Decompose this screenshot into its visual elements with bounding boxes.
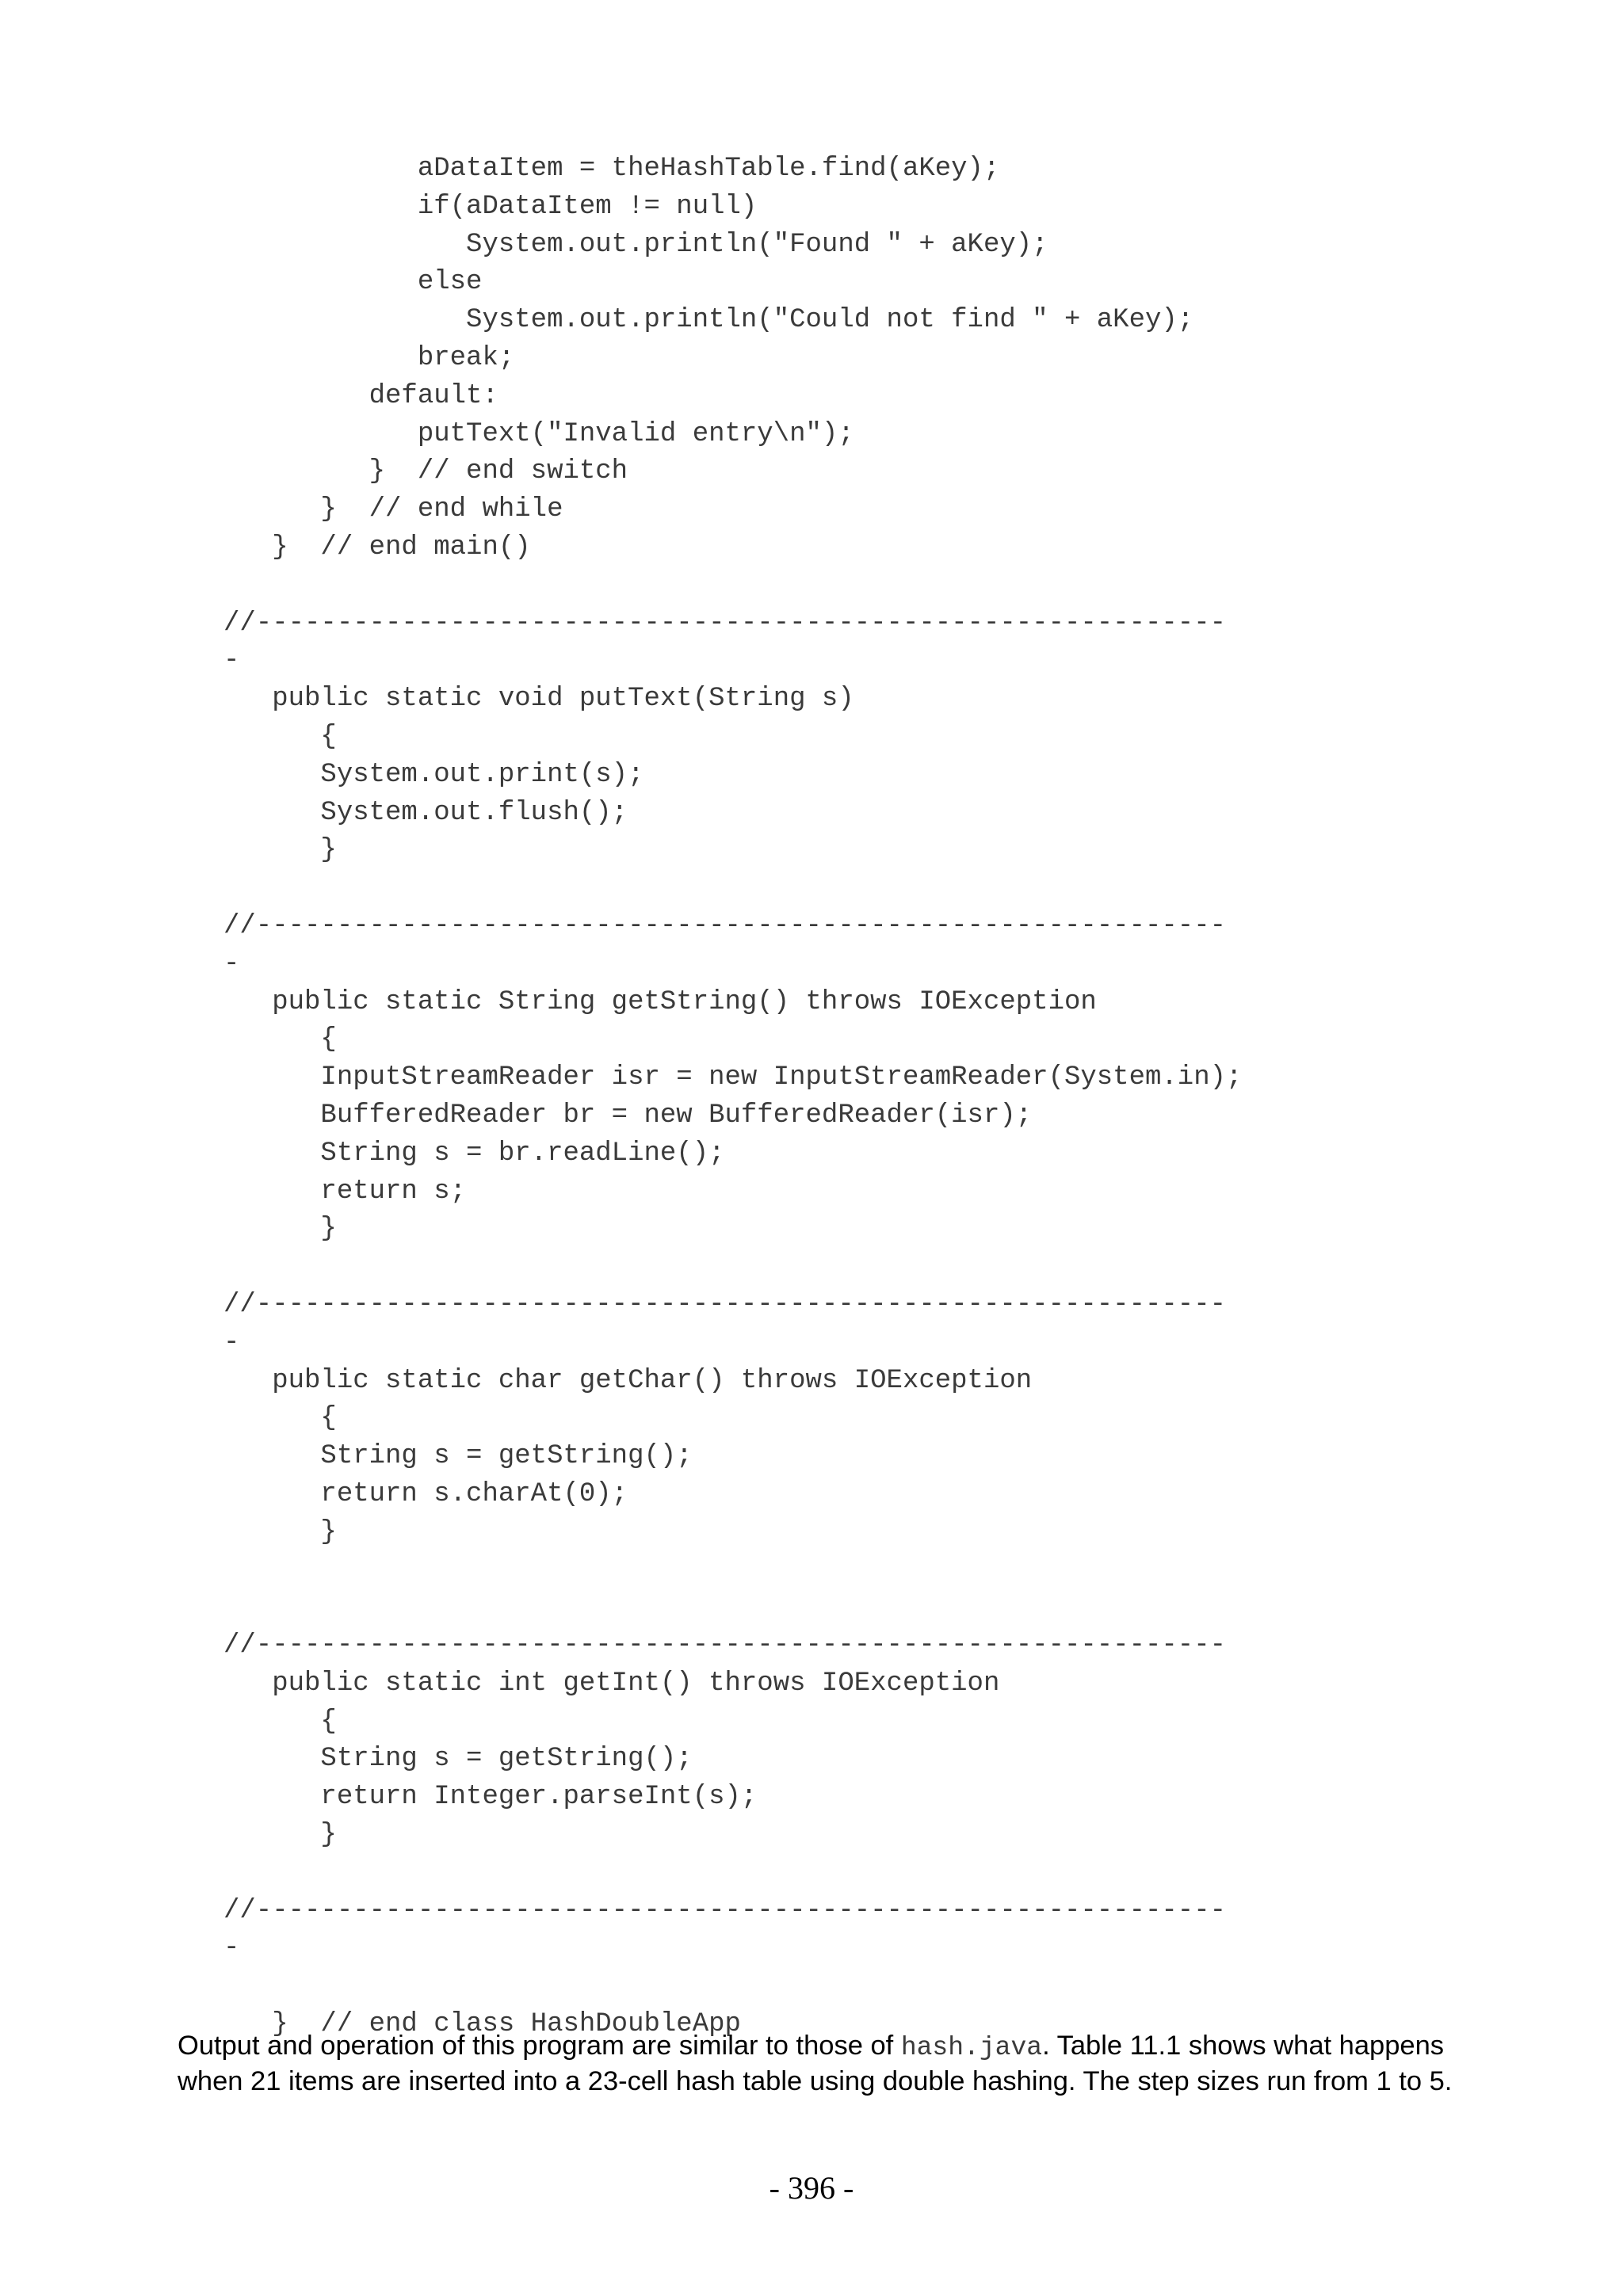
code-line: } // end main() [223,532,531,563]
code-line: aDataItem = theHashTable.find(aKey); [223,154,1000,184]
code-line: } [223,1516,337,1547]
code-line: public static void putText(String s) [223,684,854,715]
code-line: if(aDataItem != null) [223,191,758,222]
code-line: String s = getString(); [223,1744,693,1775]
code-line: return s.charAt(0); [223,1478,628,1509]
code-line: else [223,267,483,298]
code-line: } // end while [223,494,563,525]
code-line: - [223,646,240,677]
code-line: return Integer.parseInt(s); [223,1782,758,1813]
code-line [223,567,1602,605]
code-line: public static char getChar() throws IOException [223,1365,1033,1396]
code-line: InputStreamReader isr = new InputStreamReader(System.in); [223,1062,1243,1093]
code-line: //------------------------------------------------------------ [223,608,1227,639]
body-paragraph [178,2029,1485,2098]
code-line: { [223,1706,337,1737]
code-line: System.out.println("Found " + aKey); [223,229,1048,260]
code-line [223,1551,1602,1589]
code-line: { [223,1403,337,1434]
code-line: - [223,1933,240,1964]
code-line: BufferedReader br = new BufferedReader(isr); [223,1100,1033,1131]
code-line [223,1968,1602,2006]
code-line: putText("Invalid entry\n"); [223,418,854,449]
inline-code-filename: hash.java [900,2033,1043,2062]
code-line: default: [223,380,498,411]
code-line [223,1249,1602,1287]
paragraph-text-start: Output and operation of this program are similar to those of [178,2031,901,2061]
code-line: public static int getInt() throws IOException [223,1668,1000,1699]
code-listing [223,151,1602,2044]
code-line: } // end switch [223,456,628,487]
code-line: System.out.flush(); [223,797,628,828]
code-line [223,1855,1602,1893]
code-line: } // end class HashDoubleApp [223,2009,741,2040]
code-line: } [223,1214,337,1245]
code-line: //------------------------------------------------------------ [223,1289,1227,1320]
code-line: - [223,948,240,979]
code-line: } [223,835,337,866]
code-line: { [223,1024,337,1055]
code-line: - [223,1327,240,1358]
code-line [223,1589,1602,1627]
code-line: //------------------------------------------------------------ [223,1630,1227,1661]
code-line: public static String getString() throws IOException [223,986,1097,1017]
code-line: System.out.println("Could not find " + aKey); [223,305,1194,336]
code-line: System.out.print(s); [223,759,644,790]
code-line: break; [223,342,515,373]
code-line: { [223,721,337,752]
code-line: String s = getString(); [223,1441,693,1472]
code-line: //------------------------------------------------------------ [223,910,1227,941]
code-line [223,870,1602,908]
code-line: String s = br.readLine(); [223,1138,725,1169]
code-line: //------------------------------------------------------------ [223,1895,1227,1926]
code-line: } [223,1820,337,1851]
code-line: return s; [223,1176,467,1207]
paragraph-text-end: . Table 11.1 shows what happens when 21 items are inserted into a 23-cell hash table using double hashing. The step sizes run from 1 to 5. [178,2031,1453,2096]
page-number: - 396 - [769,2170,854,2206]
